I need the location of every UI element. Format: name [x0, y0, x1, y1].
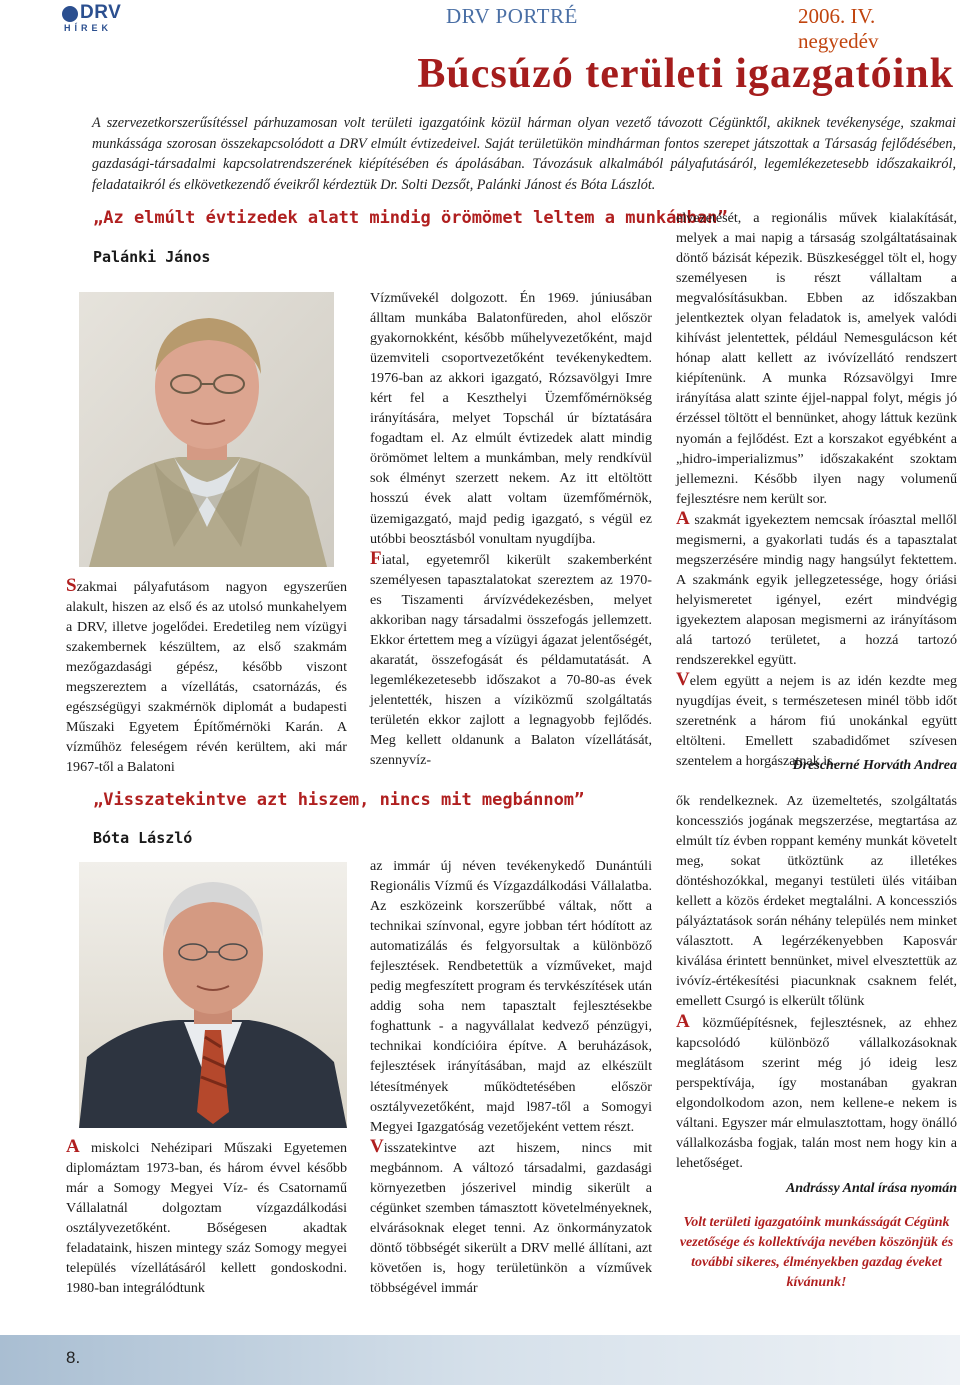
page-number: 8.: [66, 1348, 81, 1367]
drv-logo-mark-icon: [62, 6, 78, 22]
drop-cap: A: [676, 507, 690, 529]
intro-text: [92, 113, 956, 195]
logo-text: DRV: [80, 2, 122, 23]
right-col-paragraph3: [676, 670, 957, 771]
article1-headline: „Az elmúlt évtizedek alatt mindig örömömet leltem a munkámban”: [93, 208, 728, 228]
footer-band: [0, 1335, 960, 1385]
article1-author-name: Palánki János: [93, 248, 211, 266]
article1-col2-text: iatal, egyetemről kikerült szakemberként személyesen tapasztalatokat szereztem az 1970-es Tiszamenti árvízvédekezésben, melyet akkoriban nagy társadalmi összefogás jellemzett. Ekkor értettem meg a vízügyi ágazat jelentőségét, akaratát, összefogását és példamutatását. A legemlékezetesebb időszakot a 70-80-as évek jelentették, hiszen a víziközmű szolgáltatás területén ekkor zajlott a legnagyobb fejlődés. Meg kellett oldanunk a Balaton vízellátását, szennyvíz-: [370, 551, 652, 769]
closing-note: Volt területi igazgatóink munkásságát Cégünk vezetősége és kollektívája nevében köszönjük és további sikeres, élményekben gazdag éveket kívánunk!: [679, 1215, 954, 1290]
section-label: DRV PORTRÉ: [446, 4, 578, 28]
article1-column1: [66, 576, 347, 777]
drv-hirek-logo: [62, 4, 126, 34]
drop-cap: V: [370, 1135, 384, 1157]
right-col-paragraph5: [676, 1012, 957, 1173]
palanki-janos-photo: [79, 292, 334, 567]
page-title: Búcsúzó területi igazgatóink: [417, 51, 954, 97]
drop-cap: A: [66, 1136, 80, 1157]
article2-author-name: Bóta László: [93, 829, 193, 847]
drop-cap: V: [676, 669, 690, 691]
article2-column1: [66, 1137, 347, 1298]
article2-col1-text: miskolci Nehézipari Műszaki Egyetemen diplomáztam 1973-ban, és három évvel később már a Somogy Megyei Víz- és Csatornamű Vállalatnál dolgoztam vízgazdálkodási osztályvezetőként. Bőségesen akadtak feladataink, hiszen mintegy száz Somogy megyei település vízellátásáról kellett gondoskodni. 1980-ban integrálódtunk: [66, 1140, 347, 1297]
right-column-bottom: [676, 791, 957, 1173]
drop-cap: A: [676, 1010, 690, 1032]
article2-col2-paragraph1: az immár új néven tevékenykedő Dunántúli Regionális Vízmű és Vízgazdálkodási Vállalatba. Az eszközeink korszerűbbé váltak, nőtt a technikai színvonal, egyre jobban tért hódított az automatizálás és felgyorsultak a különböző fejlesztések. Rendbetettük a vízműveket, majd pedig megfeszített program és tervkészítések után addig soha nem tapasztalt fejlesztésekbe foghattunk - a nagyvállalat kedvező pénzügyi, technikai kondícióira építve. A beruházások, fejlesztések irányításában, majd az elkészült létesítmények működtetésében először osztályvezetőként, majd l987-től a Somogyi Megyei Igazgatóság vezetőjeként vettem részt.: [370, 858, 652, 1135]
article1-col2-paragraph2: [370, 549, 652, 771]
article2-col2-text: isszatekintve azt hiszem, nincs mit megbánnom. A változó társadalmi, gazdasági környezetben jószerivel mindig sikerült a cégünket szemben támasztott követelményeknek, elvárásoknak eleget tenni. Az önkormányzatok döntő többségét sikerült a DRV mellé állítani, azt követően is, hogy területünkön a vízművek többségével immár: [370, 1139, 652, 1296]
article2-col2-paragraph2: [370, 1137, 652, 1298]
article2-headline: „Visszatekintve azt hiszem, nincs mit megbánnom”: [93, 790, 585, 810]
article1-col1-paragraph: [66, 576, 347, 777]
article1-column2: [370, 288, 652, 770]
article1-col1-text: zakmai pályafutásom nagyon egyszerűen alakult, hiszen az első és az utolsó munkahelyem a DRV, illetve jogelődei. Eredetileg nem vízügyi szakembernek készültem, az első szakmám mezőgazdasági gépész, később viszont megszereztem a vízellátás, csatornázás, és egészségügyi szakmérnök diplomát a budapesti Műszaki Egyetem Építőmérnöki Karán. A vízműhöz feleségem révén kerültem, aki már 1967-től a Balatoni: [66, 579, 347, 776]
signature-drescherne: Drescherné Horváth Andrea: [792, 758, 957, 773]
right-col-paragraph3-text: elem együtt a nejem is az idén kezdte meg nyugdíjas éveit, s természetesen minél több időt szeretnénk a három fiú unokánkal együtt eltölteni. Emellett szabadidőmet szívesen szentelem a horgászatnak is.: [676, 673, 957, 770]
article2-col1-paragraph: [66, 1137, 347, 1298]
right-col-paragraph1: elvezetését, a regionális művek kialakítását, melyek a mai napig a társaság szolgáltatásainak döntő bázisát képezik. Büszkeséggel tölt el, hogy személyesen is részt vállaltam a megvalósításukban. Ebben az időszakban jelentkeztek olyan feladatok is, amelyek valódi kihívást jelentettek, például Nemesgulácson két hónap alatt kellett az ivóvízellátó rendszert kiépítenünk. A munka Rózsavölgyi Imre irányítása alatt szinte éjjel-nappal folyt, mégis jó érzéssel töltött el bennünket, ahogy láttuk kezünk nyomán a fejlődést. Ezt a korszakot egyébként a „hidro-imperializmus” időszakaként szoktam jellemezni. Később ilyen nagy volumenű fejlesztésre nem került sor.: [676, 210, 957, 507]
right-column-top: [676, 208, 957, 771]
signature-andrassy: Andrássy Antal írása nyomán: [785, 1181, 957, 1196]
article1-col2-paragraph1: Vízművekél dolgozott. Én 1969. júniusában álltam munkába Balatonfüreden, ahol először gyakornokként, később műhelyvezetőként, majd üzemviteli csoportvezetőként tevékenykedtem. 1976-ban az akkori igazgató, Rózsavölgyi Imre kért fel a Keszthelyi Üzemfőmérnökség irányítására, melyet Topschál úr bíztatására fogadtam el. Az elmúlt évtizedek alatt mindig örömömet leltem a munkámban, mely rendkívül sok élményt szerzett nekem. Az itt eltöltött hosszú évek alatt voltam üzemfőmérnök, üzemigazgató, majd pedig igazgató, s végül ez utóbbi beosztásból vonultam nyugdíjba.: [370, 290, 652, 547]
right-col-paragraph4: ők rendelkeznek. Az üzemeltetés, szolgáltatás koncessziós jogának megszerzése, megtartása az elmúlt tíz évben roppant kemény munkát követelt meg, sokat ütköztünk az illetékes döntéshozókkal, meganyi testületi ülés vitáiban kellett a közös érdeket megtalálni. A koncessziós pályáztatások során néhány település nem minket választott. A legérzékenyebben Kaposvár kiválása érintett bennünket, mivel elvesztettük az ivóvíz-értékesítési piacunknak csaknem felét, emellett Csurgó is elkerült tőlünk: [676, 793, 957, 1010]
right-col-paragraph2: [676, 509, 957, 670]
right-col-paragraph2-text: szakmát igyekeztem nemcsak íróasztal mellől megismerni, a gyakorlati tudás és a tapasztalat megszerzésére mindig nagy hangsúlyt fektettem. A szakmánk egyik jellegzetessége, hogy óriási helyismeretet igényel, ezért mindvégig igyekeztem alaposan megismerni az irányításom alá tartozó területet, a hozzá tartozó rendszerekkel együtt.: [676, 511, 957, 669]
drop-cap: F: [370, 547, 382, 569]
drop-cap: S: [66, 575, 77, 596]
bota-laszlo-photo: [79, 862, 347, 1128]
logo-subtext: HÍREK: [64, 23, 113, 33]
issue-date: 2006. IV. negyedév: [798, 4, 879, 53]
intro-paragraph: A szervezetkorszerűsítéssel párhuzamosan volt területi igazgatóink közül hárman olyan vezető távozott Cégünktől, akiknek tevékenysége, szakmai munkássága szorosan összekapcsolódott a DRV elmúlt évtizedeivel. Saját területükön mindhárman fontos szerepet játszottak a Társaság fejlődésében, gazdasági-társadalmi kapcsolatrendszerének kiépítésében és ápolásában. Távozásuk alkalmából pályafutásáról, legemlékezetesebb időszakaikról, feladataikról és elkövetkezendő éveikről kérdeztük Dr. Solti Dezsőt, Palánki Jánost és Bóta Lászlót.: [92, 115, 956, 193]
right-col-paragraph5-text: közműépítésnek, fejlesztésnek, az ehhez kapcsolódó különböző vállalkozásoknak meglátásom szerint még jó ideig lesz perspektívája, így mostanában gyakran elgondolkodom azon, nem kellene-e nekem is váltani. Egyszer már elmulasztottam, hogy önálló vállalkozásba fogjak, talán most nem hogy kin a lehetőséget.: [676, 1014, 957, 1171]
article2-column2: [370, 856, 652, 1298]
